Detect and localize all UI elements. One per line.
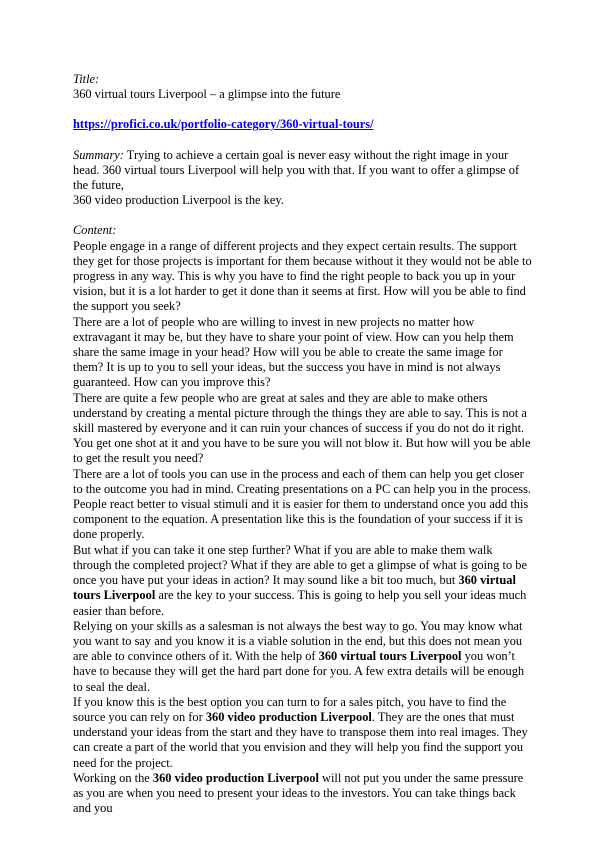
document-title: 360 virtual tours Liverpool – a glimpse into the future xyxy=(73,87,341,102)
title-label: Title: xyxy=(73,72,100,86)
portfolio-link[interactable]: https://profici.co.uk/portfolio-category/360-virtual-tours/ xyxy=(73,117,374,132)
paragraph-text: Relying on your skills as a salesman is not always the best way to go. You may know what you want to say and you know it is a viable solution in the end, but this does not mean you are able to convince others of it. With the help of xyxy=(73,618,523,664)
content-paragraph-7 xyxy=(73,695,533,771)
content-paragraph-1: People engage in a range of different projects and they expect certain results. The support they get for those projects is important for them because without it they would not be able to progress in any way. This is why you have to find the right people to back you up in your vision, but it is a lot harder to get it done than it seems at first. How will you be able to find the support you seek? xyxy=(73,238,532,314)
summary-label: Summary: xyxy=(73,147,124,162)
summary-paragraph xyxy=(73,148,533,194)
content-paragraph-6 xyxy=(73,619,533,695)
document-page xyxy=(73,72,533,816)
keyword-bold: 360 video production Liverpool xyxy=(152,770,319,785)
content-paragraph-4: There are a lot of tools you can use in the process and each of them can help you get closer to the outcome you had in mind. Creating presentations on a PC can help you in the process. People react better to visual stimuli and it is easier for them to understand once you add this component to the equation. A presentation like this is the foundation of your success if it is done properly. xyxy=(73,466,532,542)
paragraph-text: will not put you under the same pressure as you are when you need to present your ideas to the investors. You can take things back and you xyxy=(73,770,524,816)
spacer xyxy=(73,208,533,223)
paragraph-text: If you know this is the best option you can turn to for a sales pitch, you have to find the source you can rely on for xyxy=(73,694,507,724)
paragraph-text: . They are the ones that must understand your ideas from the start and they have to transpose them into real images. They can create a part of the world that you envision and they will help you find the support you need for the project. xyxy=(73,709,528,770)
keyword-bold: 360 virtual tours Liverpool xyxy=(318,649,462,664)
content-paragraph-5 xyxy=(73,543,533,619)
paragraph-text: you won’t have to because they will get the hard part done for you. A few extra details will be enough to seal the deal. xyxy=(73,649,525,694)
content-paragraph-8 xyxy=(73,771,533,817)
keyword-bold: 360 video production Liverpool xyxy=(205,709,372,724)
content-paragraph-3: There are quite a few people who are great at sales and they are able to make others understand by creating a mental picture through the things they are able to say. This is not a skill mastered by everyone and it can ruin your chances of success if you do not do it right. You get one shot at it and you have to be sure you will not blow it. But how will you be able to get the result you need? xyxy=(73,390,531,466)
content-label: Content: xyxy=(73,223,117,238)
keyword-bold: 360 virtual tours Liverpool xyxy=(73,573,516,603)
paragraph-text: Working on the xyxy=(73,770,153,785)
paragraph-text: are the key to your success. This is going to help you sell your ideas much easier than before. xyxy=(73,588,527,618)
paragraph-text: But what if you can take it one step further? What if you are able to make them walk through the completed project? What if they are able to get a glimpse of what is going to be once you have put your ideas in action? It may sound like a bit too much, but xyxy=(73,542,527,588)
summary-text-line2: 360 video production Liverpool is the key. xyxy=(73,193,284,208)
spacer xyxy=(73,102,533,117)
summary-text: Trying to achieve a certain goal is never easy without the right image in your head. 360 virtual tours Liverpool will help you with that. If you want to offer a glimpse of the future, xyxy=(73,147,520,193)
spacer xyxy=(73,133,533,148)
content-paragraph-2: There are a lot of people who are willing to invest in new projects no matter how extravagant it may be, but they have to share your point of view. How can you help them share the same image in your head? How will you be able to create the same image for them? It is up to you to sell your ideas, but the success you have in mind is not always guaranteed. How can you improve this? xyxy=(73,314,514,390)
